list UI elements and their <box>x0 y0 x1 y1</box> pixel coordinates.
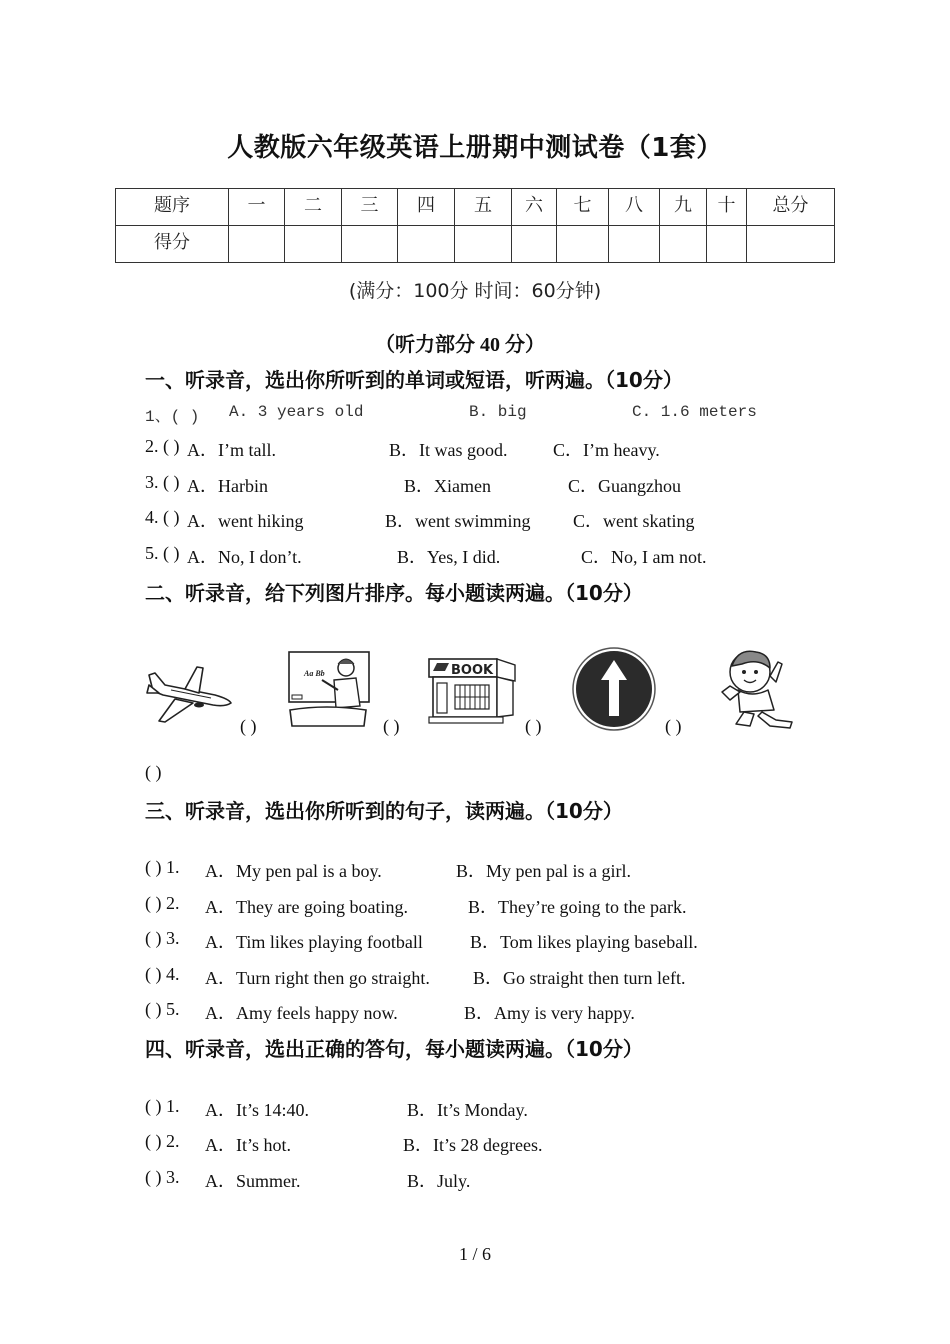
option-b: B．Xiamen <box>404 476 491 496</box>
section-4-heading: 四、听录音，选出正确的答句，每小题读两遍。（10分） <box>145 1037 643 1061</box>
exam-info: (满分：100分 时间：60分钟) <box>348 280 602 302</box>
score-cell[interactable] <box>455 226 512 263</box>
score-cell[interactable] <box>398 226 455 263</box>
score-cell[interactable] <box>747 226 835 263</box>
question-number: 3. ( ) <box>145 472 180 492</box>
option-a: A. 3 years old <box>229 403 364 421</box>
section-1-heading: 一、听录音，选出你所听到的单词或短语，听两遍。（10分） <box>145 368 683 392</box>
question-number: ( ) 4. <box>145 964 180 984</box>
header-cell: 题序 <box>116 189 229 226</box>
option-c: C．No, I am not. <box>581 547 707 567</box>
teacher-icon <box>286 650 372 728</box>
header-cell: 七 <box>557 189 609 226</box>
header-cell: 一 <box>229 189 285 226</box>
header-cell: 五 <box>455 189 512 226</box>
header-cell: 三 <box>342 189 398 226</box>
option-b: B．Go straight then turn left. <box>473 968 686 988</box>
question-number: 5. ( ) <box>145 543 180 563</box>
option-b: B. big <box>469 403 527 421</box>
header-cell: 二 <box>285 189 342 226</box>
airplane-icon <box>145 663 235 725</box>
part-label: （听力部分 40 分） <box>375 334 545 356</box>
option-c: C. 1.6 meters <box>632 403 757 421</box>
question-number: ( ) 3. <box>145 928 180 948</box>
question-number: 4. ( ) <box>145 507 180 527</box>
header-cell: 六 <box>512 189 557 226</box>
option-a: A．Harbin <box>187 476 268 496</box>
score-cell[interactable] <box>660 226 707 263</box>
option-c: C．I’m heavy. <box>553 440 660 460</box>
header-cell: 十 <box>707 189 747 226</box>
option-b: B．It was good. <box>389 440 508 460</box>
section-3-heading: 三、听录音，选出你所听到的句子，读两遍。（10分） <box>145 799 623 823</box>
header-cell: 总分 <box>747 189 835 226</box>
option-b: B．Yes, I did. <box>397 547 501 567</box>
score-cell[interactable] <box>557 226 609 263</box>
option-b: B．Tom likes playing baseball. <box>470 932 698 952</box>
option-b: B．went swimming <box>385 511 531 531</box>
question-number: ( ) 1. <box>145 1096 180 1116</box>
option-b: B．July. <box>407 1171 471 1191</box>
page-title: 人教版六年级英语上册期中测试卷（1套） <box>227 133 723 163</box>
score-cell[interactable] <box>609 226 660 263</box>
option-b: B．My pen pal is a girl. <box>456 861 631 881</box>
score-table-header-row <box>116 189 835 226</box>
question-number: 1、( ) <box>145 408 200 426</box>
option-a: A．Turn right then go straight. <box>205 968 430 988</box>
option-a: A．I’m tall. <box>187 440 276 460</box>
option-a: A．My pen pal is a boy. <box>205 861 382 881</box>
option-a: A．It’s hot. <box>205 1135 292 1155</box>
section-2-heading: 二、听录音，给下列图片排序。每小题读两遍。（10分） <box>145 581 643 605</box>
header-cell: 四 <box>398 189 455 226</box>
order-blank[interactable]: ( ) <box>145 762 162 782</box>
option-a: A．They are going boating. <box>205 897 408 917</box>
option-a: A．Summer. <box>205 1171 301 1191</box>
option-c: C．went skating <box>573 511 695 531</box>
score-cell[interactable] <box>229 226 285 263</box>
question-number: 2. ( ) <box>145 436 180 456</box>
bookstore-icon <box>427 655 519 725</box>
option-c: C．Guangzhou <box>568 476 681 496</box>
score-table-score-row <box>116 226 835 263</box>
page-number: 1 / 6 <box>458 1244 491 1264</box>
option-a: A．Amy feels happy now. <box>205 1003 398 1023</box>
option-b: B．Amy is very happy. <box>464 1003 635 1023</box>
option-b: B．It’s 28 degrees. <box>403 1135 543 1155</box>
row-label: 得分 <box>116 226 229 263</box>
option-a: A．It’s 14:40. <box>205 1100 310 1120</box>
boy-icon <box>718 646 796 732</box>
question-number: ( ) 3. <box>145 1167 180 1187</box>
option-a: A．Tim likes playing football <box>205 932 423 952</box>
question-number: ( ) 2. <box>145 893 180 913</box>
order-blank[interactable]: ( ) <box>240 716 257 736</box>
score-cell[interactable] <box>342 226 398 263</box>
option-b: B．They’re going to the park. <box>468 897 687 917</box>
book-sign-text: BOOK <box>451 663 494 678</box>
question-number: ( ) 2. <box>145 1131 180 1151</box>
option-b: B．It’s Monday. <box>407 1100 528 1120</box>
header-cell: 八 <box>609 189 660 226</box>
go-straight-sign-icon <box>571 646 657 732</box>
order-blank[interactable]: ( ) <box>383 716 400 736</box>
order-blank[interactable]: ( ) <box>665 716 682 736</box>
option-a: A．No, I don’t. <box>187 547 302 567</box>
score-cell[interactable] <box>707 226 747 263</box>
option-a: A．went hiking <box>187 511 304 531</box>
score-table <box>115 188 835 263</box>
svg-text:Aa Bb: Aa Bb <box>304 669 325 678</box>
header-cell: 九 <box>660 189 707 226</box>
score-cell[interactable] <box>285 226 342 263</box>
question-number: ( ) 1. <box>145 857 180 877</box>
score-cell[interactable] <box>512 226 557 263</box>
order-blank[interactable]: ( ) <box>525 716 542 736</box>
question-number: ( ) 5. <box>145 999 180 1019</box>
